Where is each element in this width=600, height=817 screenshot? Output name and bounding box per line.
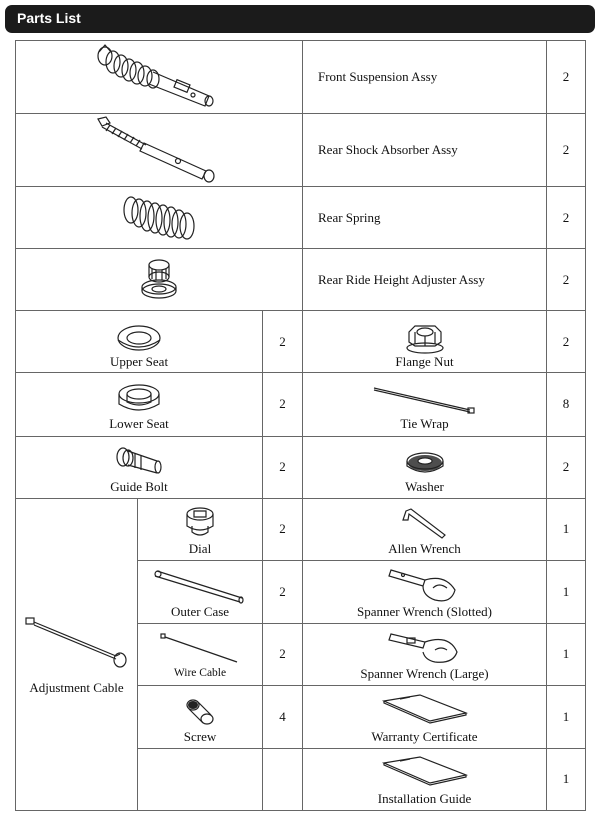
part-image-cell (16, 41, 303, 114)
part-name: Dial (188, 541, 212, 557)
part-qty: 2 (263, 311, 303, 373)
parts-list-header (5, 5, 595, 33)
warranty-certificate-icon (380, 693, 470, 729)
part-qty: 8 (547, 373, 586, 436)
part-qty: 2 (547, 187, 586, 249)
part-qty: 2 (263, 623, 303, 685)
guide-bolt-icon (113, 445, 165, 479)
allen-wrench-icon (400, 505, 450, 541)
part-name: Guide Bolt (110, 479, 168, 495)
part-name: Spanner Wrench (Slotted) (357, 603, 492, 619)
part-qty: 2 (263, 560, 303, 623)
part-image-cell (16, 249, 303, 311)
part-image-cell (303, 373, 547, 436)
washer-icon (403, 449, 447, 479)
part-image-cell (138, 623, 263, 685)
part-image-cell (138, 685, 263, 748)
part-image-cell (138, 498, 263, 560)
upper-seat-icon (114, 324, 164, 354)
spanner-wrench-large-icon (385, 628, 465, 666)
part-name: Flange Nut (395, 353, 454, 369)
adjustment-cable-cell (16, 498, 138, 810)
part-qty: 2 (263, 373, 303, 436)
header-title: Parts List (17, 10, 81, 26)
part-name: Rear Spring (303, 187, 547, 249)
part-image-cell (303, 498, 547, 560)
part-name: Warranty Certificate (371, 728, 478, 744)
part-image-cell (303, 748, 547, 810)
lower-seat-icon (114, 382, 164, 416)
part-qty: 4 (263, 685, 303, 748)
part-name: Wire Cable (173, 667, 227, 680)
part-name: Washer (405, 479, 444, 495)
flange-nut-icon (405, 322, 445, 354)
part-qty: 2 (547, 436, 586, 498)
part-qty: 2 (547, 114, 586, 187)
part-name: Tie Wrap (400, 416, 449, 432)
part-image-cell (303, 436, 547, 498)
part-qty: 1 (547, 560, 586, 623)
screw-icon (183, 697, 217, 729)
rear-spring-icon (119, 190, 199, 246)
table-row (16, 41, 586, 114)
installation-guide-icon (380, 755, 470, 791)
part-qty: 1 (547, 685, 586, 748)
part-qty: 2 (547, 41, 586, 114)
table-row (16, 311, 586, 373)
part-name: Rear Ride Height Adjuster Assy (303, 249, 547, 311)
part-name: Installation Guide (377, 791, 472, 807)
part-image-cell (16, 187, 303, 249)
table-row (16, 249, 586, 311)
part-qty: 1 (547, 623, 586, 685)
table-row (16, 114, 586, 187)
tie-wrap-icon (370, 382, 480, 416)
part-name: Front Suspension Assy (303, 41, 547, 114)
part-name: Screw (183, 728, 217, 744)
part-qty: 1 (547, 498, 586, 560)
spanner-wrench-slotted-icon (385, 566, 465, 604)
part-qty: 2 (263, 436, 303, 498)
table-row (16, 436, 586, 498)
part-name: Upper Seat (109, 353, 169, 369)
rear-shock-absorber-icon (94, 115, 224, 185)
part-qty: 1 (547, 748, 586, 810)
part-image-cell (16, 436, 263, 498)
ride-height-adjuster-icon (134, 255, 184, 305)
parts-table (15, 40, 586, 811)
table-row (16, 373, 586, 436)
part-name: Lower Seat (109, 416, 169, 432)
wire-cable-icon (155, 630, 245, 666)
part-qty: 2 (263, 498, 303, 560)
part-name: Rear Shock Absorber Assy (303, 114, 547, 187)
part-image-cell (303, 623, 547, 685)
front-suspension-icon (89, 42, 229, 112)
adjustment-cable-icon (24, 614, 129, 670)
part-image-cell (303, 685, 547, 748)
part-image-cell (16, 373, 263, 436)
part-name: Spanner Wrench (Large) (360, 666, 489, 682)
part-name: Allen Wrench (388, 541, 461, 557)
part-image-cell (16, 311, 263, 373)
dial-icon (183, 505, 217, 541)
part-qty: 2 (547, 249, 586, 311)
part-image-cell (303, 311, 547, 373)
empty-cell (138, 748, 263, 810)
part-image-cell (138, 560, 263, 623)
table-row (16, 498, 586, 560)
part-image-cell (303, 560, 547, 623)
empty-cell (263, 748, 303, 810)
outer-case-icon (150, 568, 250, 604)
part-image-cell (16, 114, 303, 187)
part-name: Adjustment Cable (29, 679, 124, 695)
part-name: Outer Case (170, 603, 230, 619)
table-row (16, 187, 586, 249)
part-qty: 2 (547, 311, 586, 373)
